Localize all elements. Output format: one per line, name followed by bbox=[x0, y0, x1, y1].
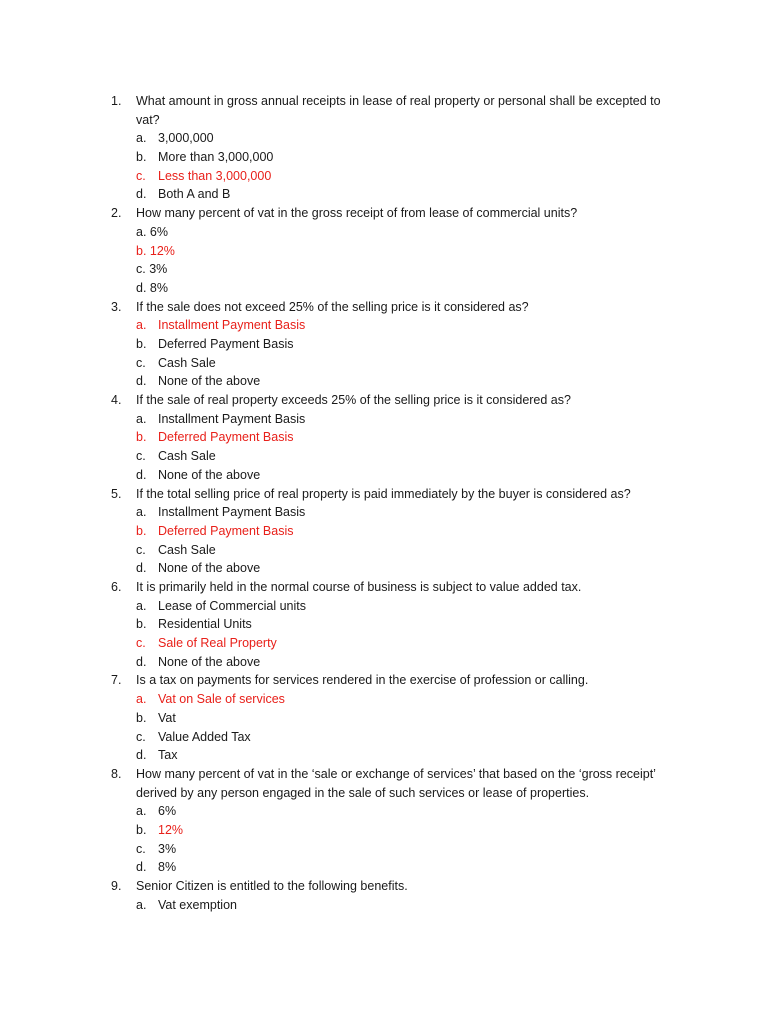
option-b bbox=[0, 615, 768, 634]
option-d bbox=[0, 466, 768, 485]
option-letter: c. bbox=[136, 841, 146, 856]
option-letter: a. bbox=[136, 411, 147, 426]
option-d bbox=[0, 372, 768, 391]
option-text: None of the above bbox=[158, 561, 261, 576]
option-letter: b. bbox=[136, 430, 147, 445]
option-text: 12% bbox=[158, 822, 184, 837]
question-text: If the sale does not exceed 25% of the selling price is it considered as? bbox=[136, 299, 529, 314]
question-3 bbox=[0, 298, 768, 317]
option-letter: d. bbox=[136, 561, 147, 576]
option-c bbox=[0, 728, 768, 747]
option-d bbox=[0, 746, 768, 765]
question-text: It is primarily held in the normal course of business is subject to value added tax. bbox=[136, 579, 582, 594]
option-letter: b. bbox=[136, 710, 147, 725]
option-text: None of the above bbox=[158, 467, 261, 482]
question-8 bbox=[0, 765, 768, 802]
option-letter: a. bbox=[136, 804, 147, 819]
option-d bbox=[0, 185, 768, 204]
question-number: 2. bbox=[111, 206, 122, 221]
option-b-correct bbox=[0, 522, 768, 541]
option-a bbox=[0, 410, 768, 429]
option-b bbox=[0, 148, 768, 167]
option-text: Vat bbox=[158, 710, 176, 725]
option-text: Lease of Commercial units bbox=[158, 598, 306, 613]
question-text: If the total selling price of real property is paid immediately by the buyer is considered as? bbox=[136, 486, 631, 501]
option-letter: d. bbox=[136, 374, 147, 389]
option-a bbox=[0, 802, 768, 821]
option-c bbox=[0, 541, 768, 560]
option-letter: d. bbox=[136, 467, 147, 482]
option-letter: c. bbox=[136, 449, 146, 464]
question-number: 3. bbox=[111, 299, 122, 314]
option-letter: c. bbox=[136, 636, 146, 651]
option-letter: c. bbox=[136, 168, 146, 183]
question-text: What amount in gross annual receipts in lease of real property or personal shall be excepted to vat? bbox=[136, 94, 661, 127]
question-text: If the sale of real property exceeds 25% of the selling price is it considered as? bbox=[136, 393, 571, 408]
option-d bbox=[0, 559, 768, 578]
question-number: 4. bbox=[111, 393, 122, 408]
option-letter: a. bbox=[136, 598, 147, 613]
option-letter: a. bbox=[136, 131, 147, 146]
question-number: 6. bbox=[111, 579, 122, 594]
option-b-correct: b. 12% bbox=[136, 243, 175, 258]
option-text: Installment Payment Basis bbox=[158, 505, 306, 520]
option-text: Sale of Real Property bbox=[158, 636, 277, 651]
option-text: Both A and B bbox=[158, 187, 231, 202]
option-b-correct bbox=[0, 821, 768, 840]
question-2 bbox=[0, 204, 768, 223]
question-text: How many percent of vat in the ‘sale or exchange of services’ that based on the ‘gross receipt’ derived by any person engaged in the sale of such services or lease of properties. bbox=[136, 766, 656, 800]
option-a: a. 6% bbox=[136, 224, 168, 239]
question-text: Senior Citizen is entitled to the following benefits. bbox=[136, 879, 408, 894]
option-b bbox=[0, 335, 768, 354]
option-text: Residential Units bbox=[158, 617, 252, 632]
option-letter: a. bbox=[136, 897, 147, 912]
option-a bbox=[0, 503, 768, 522]
option-c bbox=[0, 447, 768, 466]
option-text: 8% bbox=[158, 860, 177, 875]
option-letter: d. bbox=[136, 187, 147, 202]
option-text: Deferred Payment Basis bbox=[158, 430, 294, 445]
option-d bbox=[0, 858, 768, 877]
option-text: Value Added Tax bbox=[158, 729, 251, 744]
question-text: How many percent of vat in the gross receipt of from lease of commercial units? bbox=[136, 206, 578, 221]
option-a bbox=[0, 597, 768, 616]
document-page bbox=[0, 92, 768, 914]
option-text: Less than 3,000,000 bbox=[158, 168, 272, 183]
option-a-correct bbox=[0, 690, 768, 709]
option-a bbox=[0, 896, 768, 915]
option-letter: d. bbox=[136, 654, 147, 669]
option-text: Cash Sale bbox=[158, 355, 216, 370]
option-text: Vat on Sale of services bbox=[158, 692, 285, 707]
option-letter: a. bbox=[136, 505, 147, 520]
option-text: 6% bbox=[158, 804, 177, 819]
option-text: Vat exemption bbox=[158, 897, 237, 912]
option-c bbox=[0, 354, 768, 373]
option-letter: c. bbox=[136, 729, 146, 744]
question-number: 7. bbox=[111, 673, 122, 688]
option-c-correct bbox=[0, 634, 768, 653]
option-text: 3,000,000 bbox=[158, 131, 214, 146]
option-letter: b. bbox=[136, 617, 147, 632]
option-text: Deferred Payment Basis bbox=[158, 523, 294, 538]
option-text: Tax bbox=[158, 748, 178, 763]
question-6 bbox=[0, 578, 768, 597]
question-1 bbox=[0, 92, 768, 129]
option-text: Cash Sale bbox=[158, 542, 216, 557]
option-b bbox=[0, 709, 768, 728]
option-letter: c. bbox=[136, 542, 146, 557]
option-letter: a. bbox=[136, 692, 147, 707]
question-9 bbox=[0, 877, 768, 896]
option-d bbox=[0, 653, 768, 672]
option-letter: d. bbox=[136, 860, 147, 875]
question-number: 8. bbox=[111, 766, 122, 781]
option-a bbox=[0, 129, 768, 148]
option-text: Cash Sale bbox=[158, 449, 216, 464]
option-c: c. 3% bbox=[136, 262, 168, 277]
question-number: 1. bbox=[111, 94, 122, 108]
option-c bbox=[0, 840, 768, 859]
question-number: 5. bbox=[111, 486, 122, 501]
option-d: d. 8% bbox=[136, 280, 168, 295]
question-number: 9. bbox=[111, 879, 122, 894]
option-letter: b. bbox=[136, 337, 147, 351]
option-text: Installment Payment Basis bbox=[158, 318, 306, 333]
option-text: None of the above bbox=[158, 374, 261, 389]
question-7 bbox=[0, 671, 768, 690]
option-letter: d. bbox=[136, 748, 147, 763]
option-text: 3% bbox=[158, 841, 177, 856]
option-text: None of the above bbox=[158, 654, 261, 669]
option-text: Installment Payment Basis bbox=[158, 411, 306, 426]
option-letter: a. bbox=[136, 318, 147, 333]
question-text: Is a tax on payments for services rendered in the exercise of profession or calling. bbox=[136, 673, 589, 688]
option-b-correct bbox=[0, 428, 768, 447]
option-letter: c. bbox=[136, 355, 146, 370]
option-letter: b. bbox=[136, 150, 147, 165]
question-5 bbox=[0, 485, 768, 504]
option-text: More than 3,000,000 bbox=[158, 150, 274, 165]
option-c-correct bbox=[0, 167, 768, 186]
option-a-correct bbox=[0, 316, 768, 335]
option-letter: b. bbox=[136, 523, 147, 538]
option-letter: b. bbox=[136, 822, 147, 837]
question-4 bbox=[0, 391, 768, 410]
option-text: Deferred Payment Basis bbox=[158, 337, 294, 351]
